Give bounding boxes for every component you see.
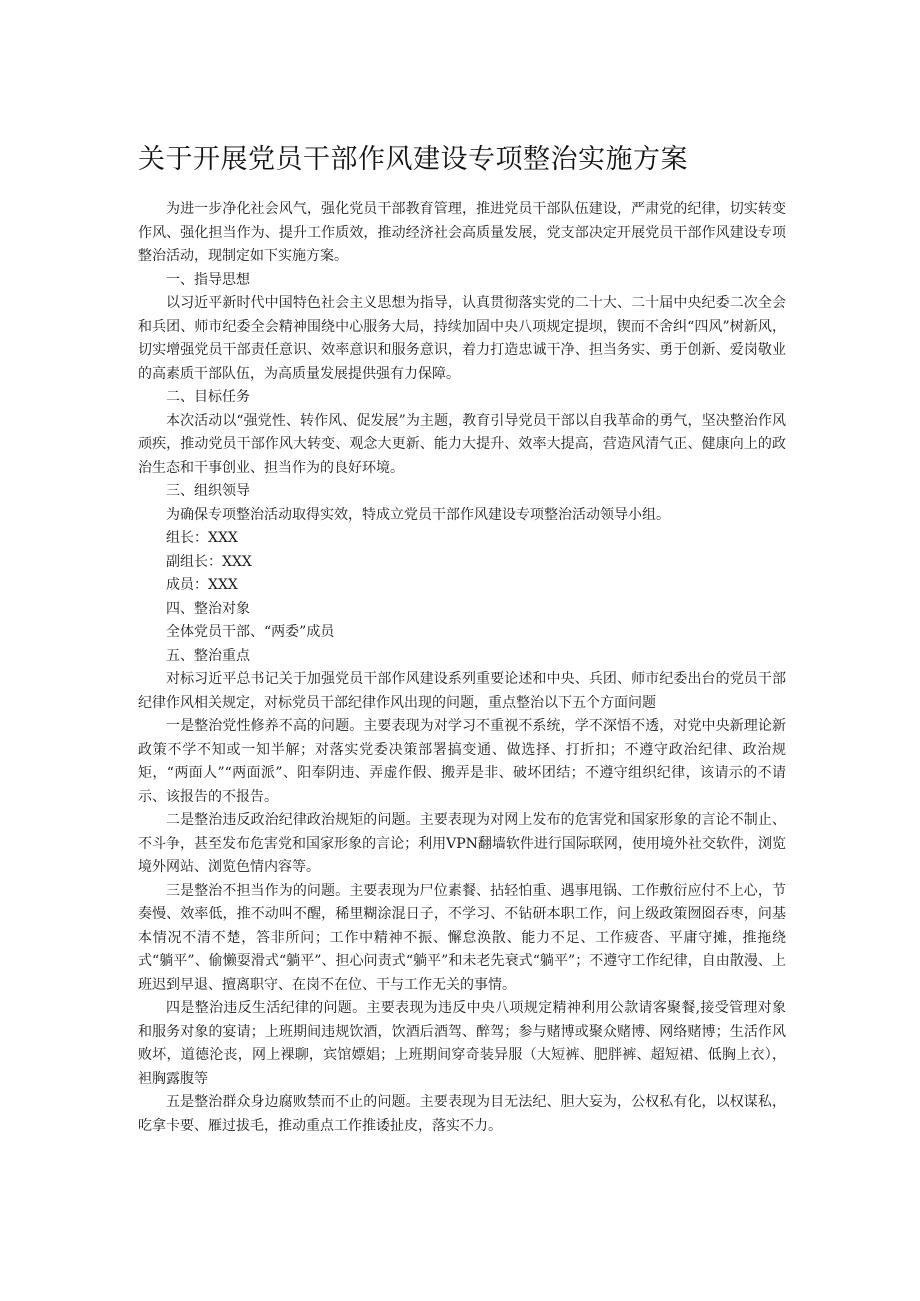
targets-paragraph: 全体党员干部、“两委”成员 xyxy=(166,624,335,640)
focus-item-3: 三是整治不担当作为的问题。主要表现为尸位素餐、拈轻怕重、遇事甩锅、工作敷衍应付不上心，节奏慢、效率低，推不动叫不醒，稀里糊涂混日子，不学习、不钻研本职工作，问上级政策囫囵吞枣，问基本情况不清不楚，答非所问；工作中精神不振、懈怠涣散、能力不足、工作疲沓、平庸守摊，推拖绕式“躺平”、偷懒耍滑式“躺平”、担心问责式“躺平”和未老先衰式“躺平”；不遵守工作纪律，自由散漫、上班迟到早退、擅离职守、在岗不在位、干与工作无关的事情。 xyxy=(138,882,786,993)
guiding-ideology-paragraph: 以习近平新时代中国特色社会主义思想为指导，认真贯彻落实党的二十大、二十届中央纪委二次全会和兵团、师市纪委全会精神围绕中心服务大局，持续加固中央八项规定提坝，锲而不舍纠“四风”树新风，切实增强党员干部责任意识、效率意识和服务意识，着力打造忠诚干净、担当务实、勇于创新、爱岗敬业的高素质干部队伍，为高质量发展提供强有力保障。 xyxy=(138,295,786,382)
focus-item-2: 二是整治违反政治纪律政治规矩的问题。主要表现为对网上发布的危害党和国家形象的言论不制止、不斗争，甚至发布危害党和国家形象的言论；利用VPN翻墙软件进行国际联网，使用境外社交软件，浏览境外网站、浏览色情内容等。 xyxy=(138,812,786,875)
section-heading-goals: 二、目标任务 xyxy=(166,389,250,405)
section-heading-leadership: 三、组织领导 xyxy=(166,483,250,499)
document-title: 关于开展党员干部作风建设专项整治实施方案 xyxy=(138,144,688,175)
focus-intro-paragraph: 对标习近平总书记关于加强党员干部作风建设系列重要论述和中央、兵团、师市纪委出台的党员干部纪律作风相关规定，对标党员干部纪律作风出现的问题，重点整治以下五个方面问题 xyxy=(138,671,786,711)
intro-paragraph: 为进一步净化社会风气，强化党员干部教育管理，推进党员干部队伍建设，严肃党的纪律，切实转变作风、强化担当作为、提升工作质效，推动经济社会高质量发展，党支部决定开展党员干部作风建设专项整治活动，现制定如下实施方案。 xyxy=(138,201,786,264)
focus-item-4: 四是整治违反生活纪律的问题。主要表现为违反中央八项规定精神利用公款请客聚餐,接受管理对象和服务对象的宴请；上班期间违规饮酒，饮酒后酒驾、醉驾；参与赌博或聚众赌博、网络赌博；生活作风败坏，道德沦丧，网上裸聊，宾馆嫖娼；上班期间穿奇装异服（大短裤、肥胖裤、超短裙、低胸上衣），袒胸露腹等 xyxy=(138,1000,786,1087)
focus-item-1: 一是整治党性修养不高的问题。主要表现为对学习不重视不系统，学不深悟不透，对党中央新理论新政策不学不知或一知半解；对落实党委决策部署搞变通、做选择、打折扣；不遵守政治纪律、政治规矩，“两面人”“两面派”、阳奉阴违、弄虚作假、搬弄是非、破坏团结；不遵守组织纪律，该请示的不请示、该报告的不报告。 xyxy=(138,718,786,805)
leadership-paragraph: 为确保专项整治活动取得实效，特成立党员干部作风建设专项整治活动领导小组。 xyxy=(166,506,670,523)
deputy-leader-line: 副组长：XXX xyxy=(166,553,252,570)
leader-line: 组长：XXX xyxy=(166,530,238,546)
focus-item-5: 五是整治群众身边腐败禁而不止的问题。主要表现为目无法纪、胆大妄为，公权私有化，以权谋私，吃拿卡要、雁过拔毛，推动重点工作推诿扯皮，落实不力。 xyxy=(138,1094,786,1134)
document-body xyxy=(138,198,786,1138)
goals-paragraph: 本次活动以“强党性、转作风、促发展”为主题，教育引导党员干部以自我革命的勇气，坚决整治作风顽疾，推动党员干部作风大转变、观念大更新、能力大提升、效率大提高，营造风清气正、健康向上的政治生态和干事创业、担当作为的良好环境。 xyxy=(138,412,786,476)
members-line: 成员：XXX xyxy=(166,577,238,593)
section-heading-targets: 四、整治对象 xyxy=(166,600,250,617)
section-heading-focus: 五、整治重点 xyxy=(166,647,250,664)
section-heading-guiding-ideology: 一、指导思想 xyxy=(166,271,250,288)
